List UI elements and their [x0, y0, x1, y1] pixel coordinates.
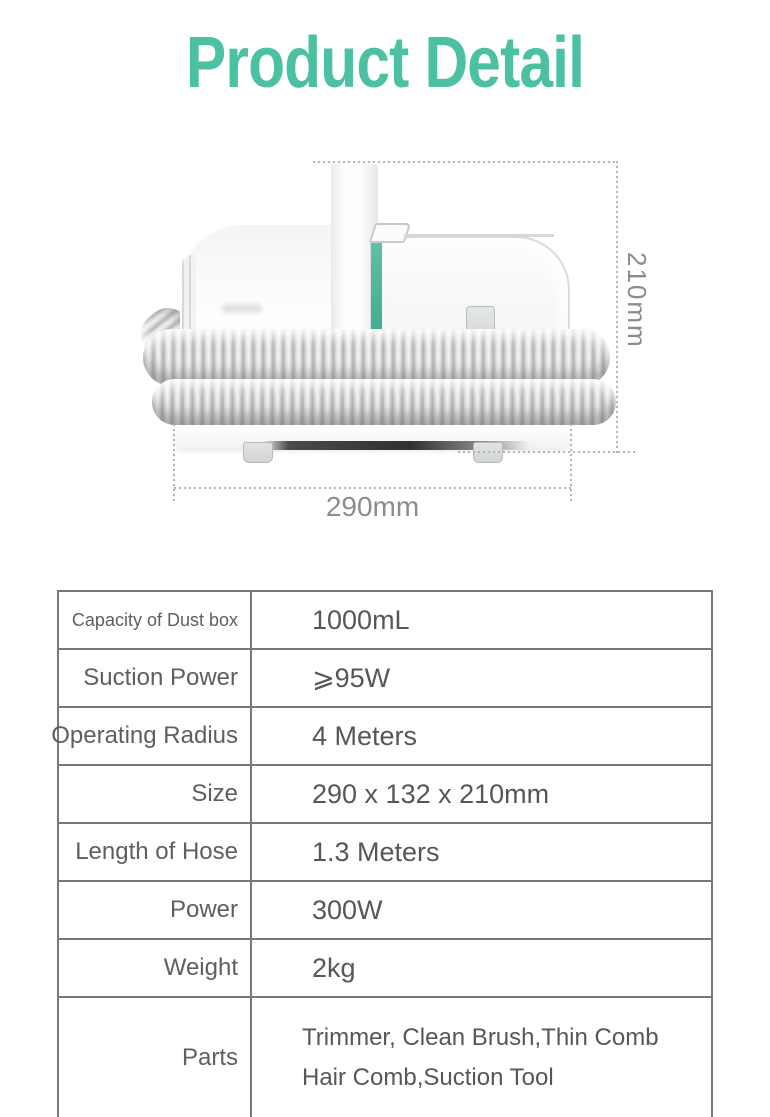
- page-title: Product Detail: [185, 23, 585, 103]
- spec-row-2: [51, 708, 711, 766]
- dimension-line-right: [616, 161, 618, 453]
- brand-logo-smudge: [222, 304, 262, 313]
- hose-coil-lower: [152, 379, 616, 425]
- spec-label: Capacity of Dust box: [59, 592, 252, 648]
- hose-coil-upper: [143, 329, 610, 386]
- spec-value: 4 Meters: [312, 720, 418, 751]
- spec-row-3: [59, 766, 711, 824]
- dimension-line-bottom-right: [458, 451, 635, 453]
- spec-value: ⩾95W: [312, 662, 391, 693]
- spec-row-5: [59, 882, 711, 940]
- spec-row-0: [59, 592, 711, 650]
- spec-row-1: [59, 650, 711, 708]
- spec-value: 300W: [312, 894, 383, 925]
- dust-box-latch: [369, 223, 411, 243]
- height-dimension-label: 210mm: [622, 252, 652, 349]
- spec-label: Parts: [59, 998, 252, 1117]
- spec-label: Operating Radius: [59, 708, 252, 764]
- spec-label: Suction Power: [59, 650, 252, 706]
- spec-row-6: [59, 940, 711, 998]
- spec-value: 2kg: [312, 952, 356, 983]
- spec-value: 1000mL: [312, 604, 410, 635]
- spec-row-4: [59, 824, 711, 882]
- spec-label: Power: [59, 882, 252, 938]
- spec-label: Weight: [59, 940, 252, 996]
- width-dimension-label: 290mm: [325, 491, 420, 522]
- dust-box-top-edge: [404, 234, 554, 237]
- spec-label: Length of Hose: [59, 824, 252, 880]
- spec-value: 1.3 Meters: [312, 836, 440, 867]
- spec-value: Trimmer, Clean Brush,Thin Comb Hair Comb,Suction Tool: [302, 1023, 659, 1091]
- spec-label: Size: [59, 766, 252, 822]
- base-foot-left: [243, 442, 273, 463]
- dimension-line-width: [174, 487, 571, 489]
- dimension-line-top: [313, 161, 617, 163]
- spec-table: [51, 590, 713, 1117]
- spec-row-7: [59, 998, 711, 1117]
- spec-value: 290 x 132 x 210mm: [312, 778, 550, 809]
